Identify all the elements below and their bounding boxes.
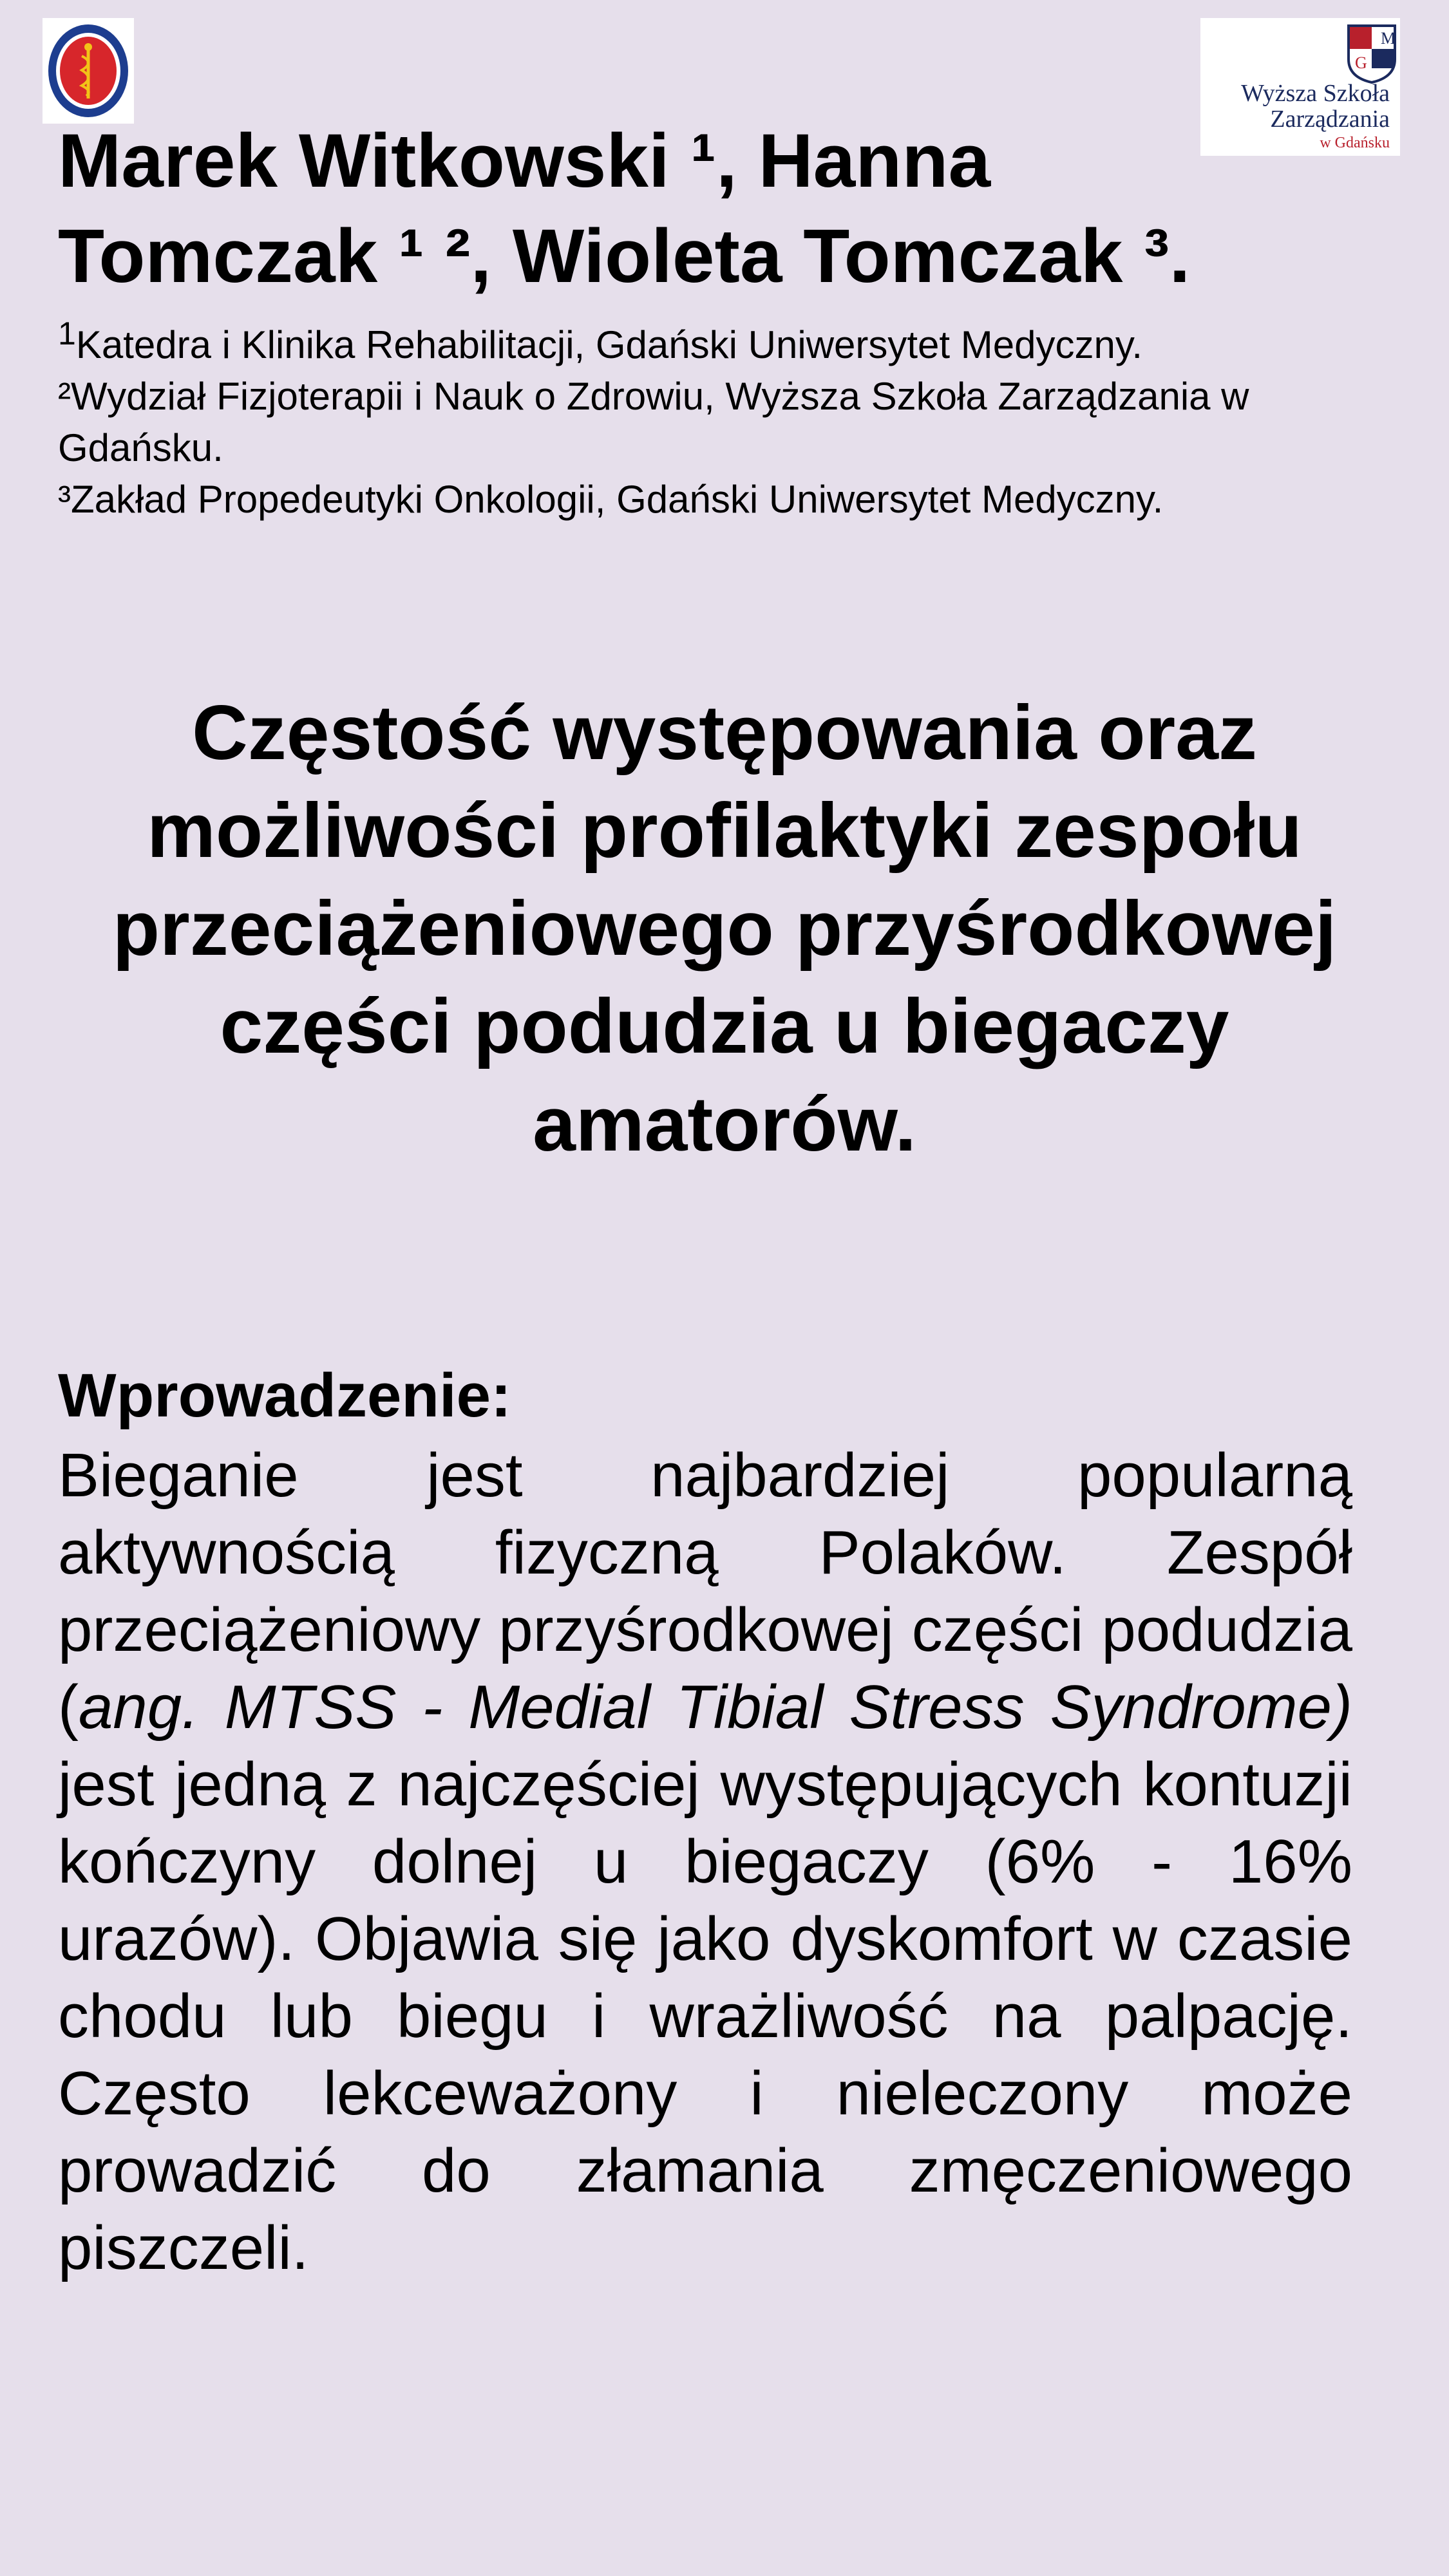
authors bbox=[58, 113, 1191, 304]
affiliation-3: ³Zakład Propedeutyki Onkologii, Gdański Uniwersytet Medyczny. bbox=[58, 478, 1164, 521]
authors-line2: Tomczak ¹ ², Wioleta Tomczak ³. bbox=[58, 214, 1191, 299]
wsz-logo-line3: w Gdańsku bbox=[1320, 134, 1390, 151]
wsz-logo bbox=[1200, 18, 1400, 156]
wsz-crest-icon bbox=[1346, 23, 1397, 85]
affiliation-2: ²Wydział Fizjoterapii i Nauk o Zdrowiu, Wyższa Szkoła Zarządzania w Gdańsku. bbox=[58, 375, 1249, 469]
introduction-heading: Wprowadzenie: bbox=[58, 1361, 512, 1430]
poster-title: Częstość występowania oraz możliwości profilaktyki zespołu przeciążeniowego przyśrodkowej części podudzia u biegaczy amatorów. bbox=[112, 690, 1337, 1167]
affiliations bbox=[58, 308, 1385, 525]
introduction-italic: ang. MTSS - Medial Tibial Stress Syndrome) bbox=[78, 1673, 1352, 1742]
authors-line1: Marek Witkowski ¹, Hanna bbox=[58, 118, 991, 203]
wsz-logo-line2: Zarządzania bbox=[1270, 105, 1390, 133]
svg-text:G: G bbox=[1355, 53, 1367, 72]
wsz-logo-line1: Wyższa Szkoła bbox=[1241, 80, 1390, 107]
gumed-logo bbox=[43, 18, 134, 124]
gumed-seal-icon bbox=[46, 23, 130, 119]
svg-text:M: M bbox=[1381, 29, 1396, 48]
introduction-text: Bieganie jest najbardziej popularną aktywnością fizyczną Polaków. Zespół przeciążeniowy przyśrodkowej części podudzia (ang. MTSS - Medial Tibial Stress Syndrome) jest jedną z najczęściej występujących kontuzji kończyny dolnej u biegaczy (6% - 16% urazów). Objawia się jako dyskomfort w czasie chodu lub biegu i wrażliwość na palpację. Często lekceważony i nieleczony może prowadzić do złamania zmęczeniowego piszczeli. bbox=[58, 1441, 1352, 2282]
affiliation-1: $^1$Katedra i Klinika Rehabilitacji, Gdański Uniwersytet Medyczny. bbox=[58, 315, 1143, 366]
